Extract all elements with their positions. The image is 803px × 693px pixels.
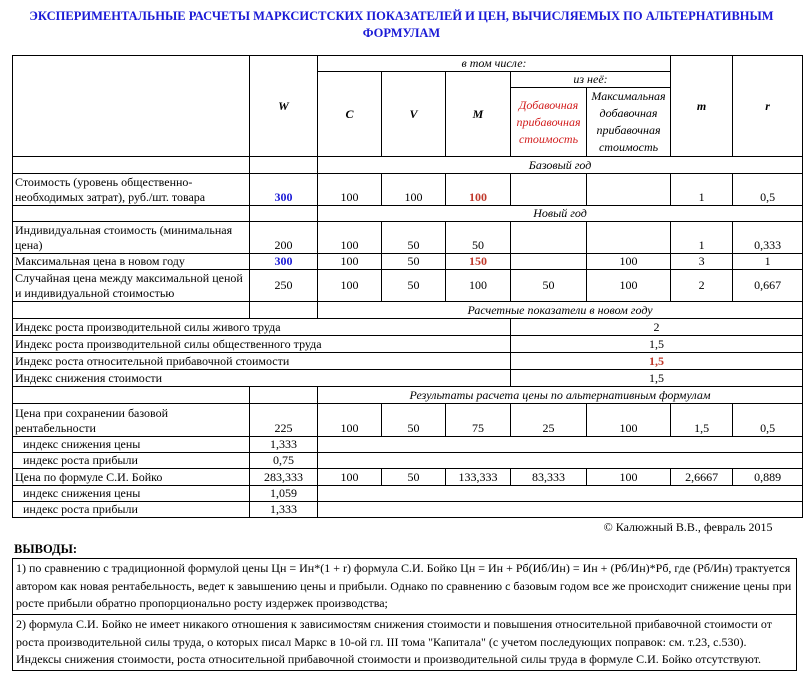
cell-M: 50	[446, 222, 511, 254]
header-W: W	[250, 56, 318, 157]
cell-s	[511, 254, 587, 270]
cell-W: 300	[250, 254, 318, 270]
table-row	[13, 370, 803, 387]
header-including: в том числе:	[318, 56, 671, 72]
header-V: V	[382, 72, 446, 157]
row-label: Индекс роста относительной прибавочной стоимости	[13, 353, 511, 370]
row-label: Максимальная цена в новом году	[13, 254, 250, 270]
header-r: r	[733, 56, 803, 157]
cell-m: 1	[671, 174, 733, 206]
cell-ms: 100	[587, 404, 671, 437]
row-label: Случайная цена между максимальной ценой и индивидуальной стоимостью	[13, 270, 250, 302]
cell-M: 75	[446, 404, 511, 437]
page-title: ЭКСПЕРИМЕНТАЛЬНЫЕ РАСЧЕТЫ МАРКСИСТСКИХ ПОКАЗАТЕЛЕЙ И ЦЕН, ВЫЧИСЛЯЕМЫХ ПО АЛЬТЕРНАТИВНЫМ ФОРМУЛАМ	[29, 9, 774, 40]
row-label: Индекс снижения стоимости	[13, 370, 511, 387]
cell-s: 83,333	[511, 469, 587, 486]
cell-W: 250	[250, 270, 318, 302]
row-label: Индекс роста производительной силы живого труда	[13, 319, 511, 336]
cell-C: 100	[318, 270, 382, 302]
cell-r: 1	[733, 254, 803, 270]
cell-s	[511, 174, 587, 206]
cell-W: 1,059	[250, 486, 318, 502]
cell-r: 0,333	[733, 222, 803, 254]
table-row	[13, 486, 803, 502]
table-row	[13, 222, 803, 254]
cell-m: 1,5	[671, 404, 733, 437]
row-label: Индивидуальная стоимость (минимальная цена)	[13, 222, 250, 254]
section-new-year: Новый год	[318, 206, 803, 222]
header-of-it: из неё:	[511, 72, 671, 88]
cell-C: 100	[318, 254, 382, 270]
cell-W: 283,333	[250, 469, 318, 486]
cell-C: 100	[318, 469, 382, 486]
section-calc-indicators: Расчетные показатели в новом году	[318, 302, 803, 319]
cell-M: 150	[446, 254, 511, 270]
table-row	[13, 254, 803, 270]
conclusion-1: 1) по сравнению с традиционной формулой цены Цн = Ин*(1 + r) формула С.И. Бойко Цн = Ин + Рб(Иб/Ин) = Ин + (Рб/Ин)*Рб, где (Рб/Ин) трактуется автором как новая рентабельность, ведет к завышению цены и прибыли. Однако по сравнению с базовым годом все же происходит снижение цены при росте прибыли обратно пропорционально росту издержек производства;	[12, 558, 797, 615]
header-C: C	[318, 72, 382, 157]
header-max-surplus: Максимальная добавочная прибавочная стоимость	[587, 88, 671, 157]
header-surplus: Добавочная прибавочная стоимость	[511, 88, 587, 157]
cell-V: 50	[382, 404, 446, 437]
table-row	[13, 469, 803, 486]
row-label: индекс роста прибыли	[13, 453, 250, 469]
table-row	[13, 404, 803, 437]
cell-s: 25	[511, 404, 587, 437]
table-row	[13, 437, 803, 453]
cell-s	[511, 222, 587, 254]
cell-W: 1,333	[250, 502, 318, 518]
cell-r: 0,5	[733, 404, 803, 437]
row-label: Цена при сохранении базовой рентабельности	[13, 404, 250, 437]
table-row	[13, 336, 803, 353]
cell-r: 0,5	[733, 174, 803, 206]
row-label: индекс роста прибыли	[13, 502, 250, 518]
header-M: M	[446, 72, 511, 157]
cell-V: 100	[382, 174, 446, 206]
cell-r: 0,667	[733, 270, 803, 302]
cell-M: 100	[446, 174, 511, 206]
cell-ms: 100	[587, 270, 671, 302]
row-value: 2	[511, 319, 803, 336]
cell-C: 100	[318, 222, 382, 254]
row-label: Индекс роста производительной силы общественного труда	[13, 336, 511, 353]
cell-ms: 100	[587, 254, 671, 270]
cell-m: 2,6667	[671, 469, 733, 486]
cell-C: 100	[318, 404, 382, 437]
table-row	[13, 502, 803, 518]
cell-V: 50	[382, 254, 446, 270]
cell-ms: 100	[587, 469, 671, 486]
table-row	[13, 319, 803, 336]
cell-W: 225	[250, 404, 318, 437]
cell-W: 300	[250, 174, 318, 206]
conclusions-title: ВЫВОДЫ:	[14, 542, 78, 556]
row-label: Стоимость (уровень общественно-необходимых затрат), руб./шт. товара	[13, 174, 250, 206]
table-row	[13, 353, 803, 370]
row-value: 1,5	[511, 336, 803, 353]
section-results: Результаты расчета цены по альтернативным формулам	[318, 387, 803, 404]
table-row	[13, 270, 803, 302]
cell-M: 133,333	[446, 469, 511, 486]
cell-V: 50	[382, 270, 446, 302]
cell-W: 200	[250, 222, 318, 254]
calc-table	[12, 55, 803, 535]
row-value: 1,5	[511, 353, 803, 370]
table-row	[13, 174, 803, 206]
row-label: индекс снижения цены	[13, 437, 250, 453]
table-row	[13, 453, 803, 469]
cell-C: 100	[318, 174, 382, 206]
copyright: © Калюжный В.В., февраль 2015	[603, 519, 773, 534]
row-label: индекс снижения цены	[13, 486, 250, 502]
cell-W: 0,75	[250, 453, 318, 469]
cell-M: 100	[446, 270, 511, 302]
row-value: 1,5	[511, 370, 803, 387]
cell-r: 0,889	[733, 469, 803, 486]
cell-W: 1,333	[250, 437, 318, 453]
cell-m: 1	[671, 222, 733, 254]
header-m: m	[671, 56, 733, 157]
cell-m: 2	[671, 270, 733, 302]
cell-V: 50	[382, 222, 446, 254]
cell-m: 3	[671, 254, 733, 270]
header-blank	[13, 56, 250, 157]
section-base-year: Базовый год	[318, 157, 803, 174]
cell-V: 50	[382, 469, 446, 486]
row-label: Цена по формуле С.И. Бойко	[13, 469, 250, 486]
cell-s: 50	[511, 270, 587, 302]
cell-ms	[587, 222, 671, 254]
conclusion-2: 2) формула С.И. Бойко не имеет никакого отношения к зависимостям снижения стоимости и повышения относительной прибавочной стоимости от роста производительной силы труда, о которых писал Маркс в 10-ой гл. III тома "Капитала" (с учетом последующих поправок: см. т.23, с.530). Индексы снижения стоимости, роста относительной прибавочной стоимости и производительной силы труда в формуле С.И. Бойко отсутствуют.	[12, 614, 797, 671]
cell-ms	[587, 174, 671, 206]
